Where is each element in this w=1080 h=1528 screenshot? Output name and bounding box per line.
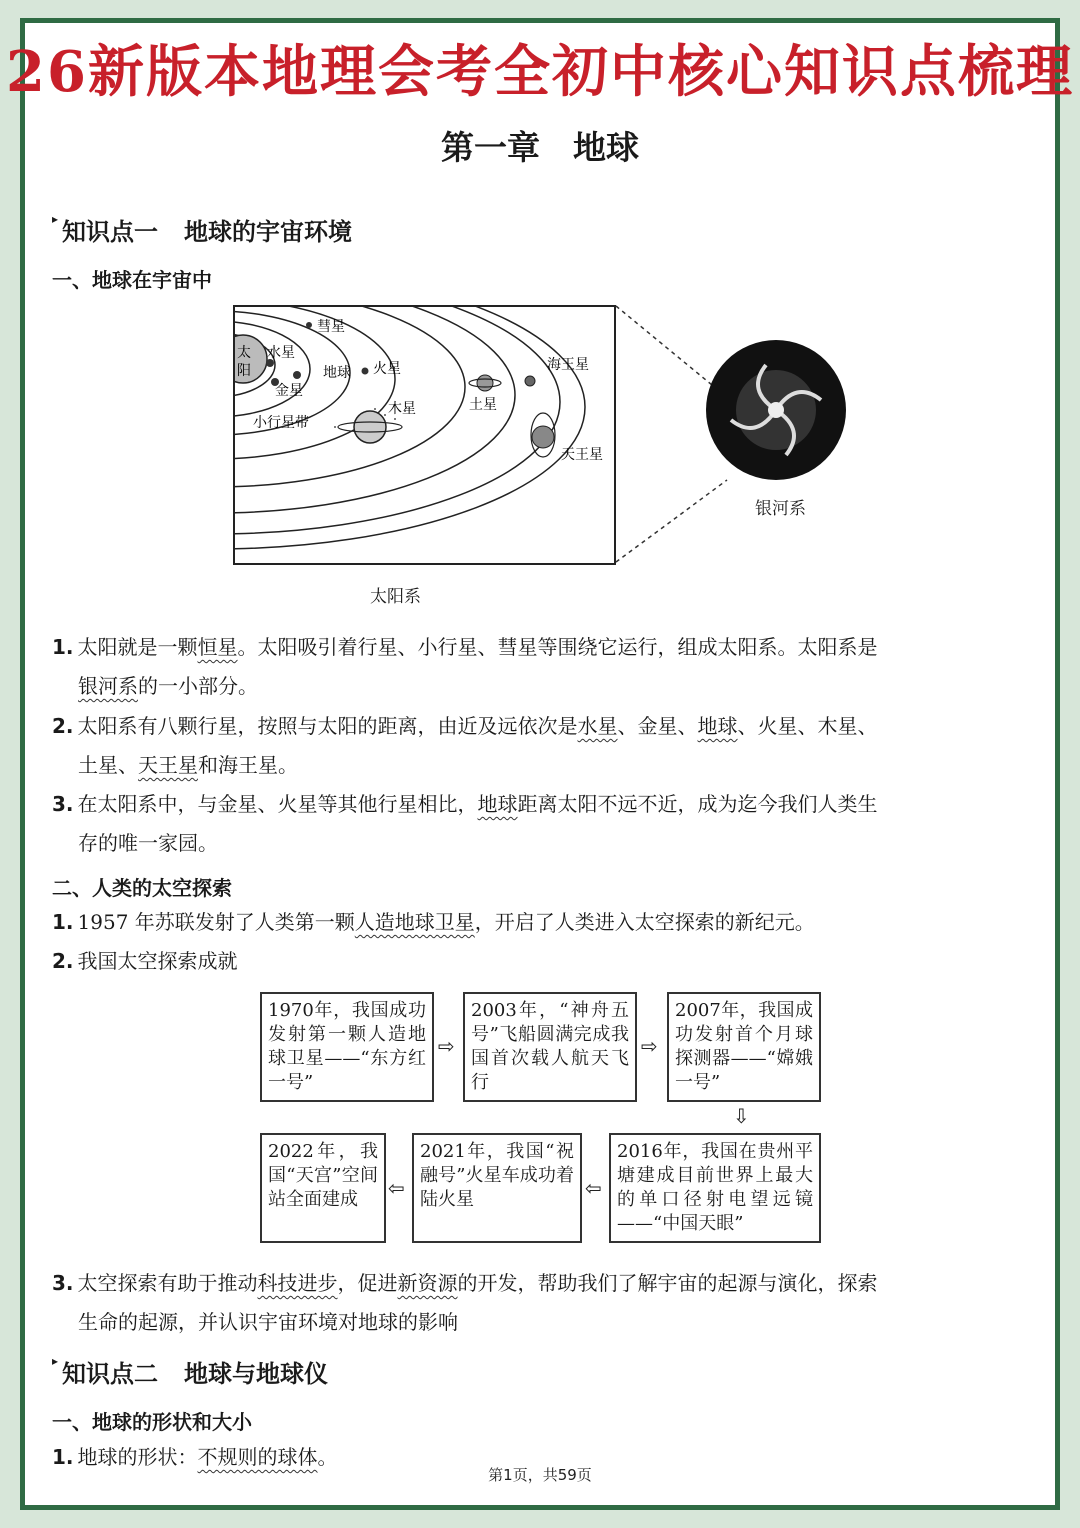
asteroid-belt-label: 小行星带: [253, 415, 309, 431]
section-heading-2: 二、人类的太空探索: [52, 876, 232, 900]
saturn-icon: [469, 375, 501, 391]
section-heading-3: 一、地球的形状和大小: [52, 1410, 252, 1434]
flow-box-2007: 2007年，我国成功发射首个月球探测器——“嫦娥一号”: [667, 992, 821, 1102]
main-title: 26新版本地理会考全初中核心知识点梳理: [6, 39, 1074, 105]
chapter-title: 第一章 地球: [441, 128, 639, 167]
solar-system-svg: [235, 307, 616, 565]
neptune-label: 海王星: [547, 357, 589, 373]
paragraph-1: 1. 太阳就是一颗恒星。太阳吸引着行星、小行星、彗星等围绕它运行，组成太阳系。太阳系是 银河系的一小部分。: [52, 635, 878, 698]
jupiter-label: 木星: [388, 401, 416, 417]
knowledge-point-1-heading: [52, 212, 352, 247]
kp1-text: 地球的宇宙环境: [184, 218, 353, 246]
neptune-icon: [525, 376, 535, 386]
arrow-left-icon: ⇦: [585, 1176, 602, 1200]
paragraph-2: 2. 太阳系有八颗行星，按照与太阳的距离，由近及远依次是水星、金星、地球、火星、木星、 土星、天王星和海王星。: [52, 714, 878, 777]
kp1-label: 知识点一: [62, 218, 159, 246]
section-heading-1: 一、地球在宇宙中: [52, 268, 212, 292]
flow-box-2021: 2021年，我国“祝融号”火星车成功着陆火星: [412, 1133, 582, 1243]
flow-box-2003: 2003年，“神舟五号”飞船圆满完成我国首次载人航天飞行: [463, 992, 637, 1102]
sun-label-top: 太: [237, 345, 251, 361]
galaxy-icon: [706, 340, 846, 480]
arrow-right-icon: ⇨: [641, 1034, 658, 1058]
galaxy-caption: 银河系: [755, 499, 806, 519]
comet-icon: [306, 322, 312, 328]
uranus-label: 天王星: [561, 447, 603, 463]
paragraph-3: 3. 在太阳系中，与金星、火星等其他行星相比，地球距离太阳不远不近，成为迄今我们人类生 存的唯一家园。: [52, 792, 878, 855]
triangle-bullet-icon: ▸: [52, 1354, 59, 1368]
comet-label: 彗星: [317, 319, 345, 335]
kp2-label: 知识点二: [62, 1360, 159, 1388]
flow-box-2022: 2022年，我国“天宫”空间站全面建成: [260, 1133, 386, 1243]
flow-box-2016: 2016年，我国在贵州平塘建成目前世界上最大的单口径射电望远镜——“中国天眼”: [609, 1133, 821, 1243]
kp2-text: 地球与地球仪: [184, 1360, 329, 1388]
paragraph-7: 1. 地球的形状：不规则的球体。: [52, 1445, 338, 1469]
earth-icon: [293, 371, 301, 379]
flow-box-1970: 1970年，我国成功发射第一颗人造地球卫星——“东方红一号”: [260, 992, 434, 1102]
saturn-label: 土星: [469, 397, 497, 413]
knowledge-point-2-heading: [52, 1354, 328, 1389]
earth-label: 地球: [323, 365, 351, 381]
arrow-left-icon: ⇦: [388, 1176, 405, 1200]
arrow-down-icon: ⇩: [733, 1104, 750, 1128]
solar-system-diagram: [233, 305, 616, 565]
venus-label: 金星: [275, 383, 303, 399]
triangle-bullet-icon: ▸: [52, 212, 59, 226]
mercury-label: 水星: [267, 345, 295, 361]
galaxy-connector: [612, 300, 872, 570]
arrow-right-icon: ⇨: [438, 1034, 455, 1058]
mars-label: 火星: [373, 361, 401, 377]
paragraph-5: 2. 我国太空探索成就: [52, 949, 238, 973]
sun-label-bottom: 阳: [237, 363, 251, 379]
uranus-icon: [531, 413, 555, 457]
solar-system-caption: 太阳系: [370, 587, 421, 607]
paragraph-6: 3. 太空探索有助于推动科技进步，促进新资源的开发，帮助我们了解宇宙的起源与演化，探索 生命的起源，并认识宇宙环境对地球的影响: [52, 1271, 878, 1334]
page-footer: 第1页，共59页: [488, 1466, 592, 1484]
paragraph-4: 1. 1957 年苏联发射了人类第一颗人造地球卫星，开启了人类进入太空探索的新纪元。: [52, 910, 815, 934]
mars-icon: [362, 368, 369, 375]
